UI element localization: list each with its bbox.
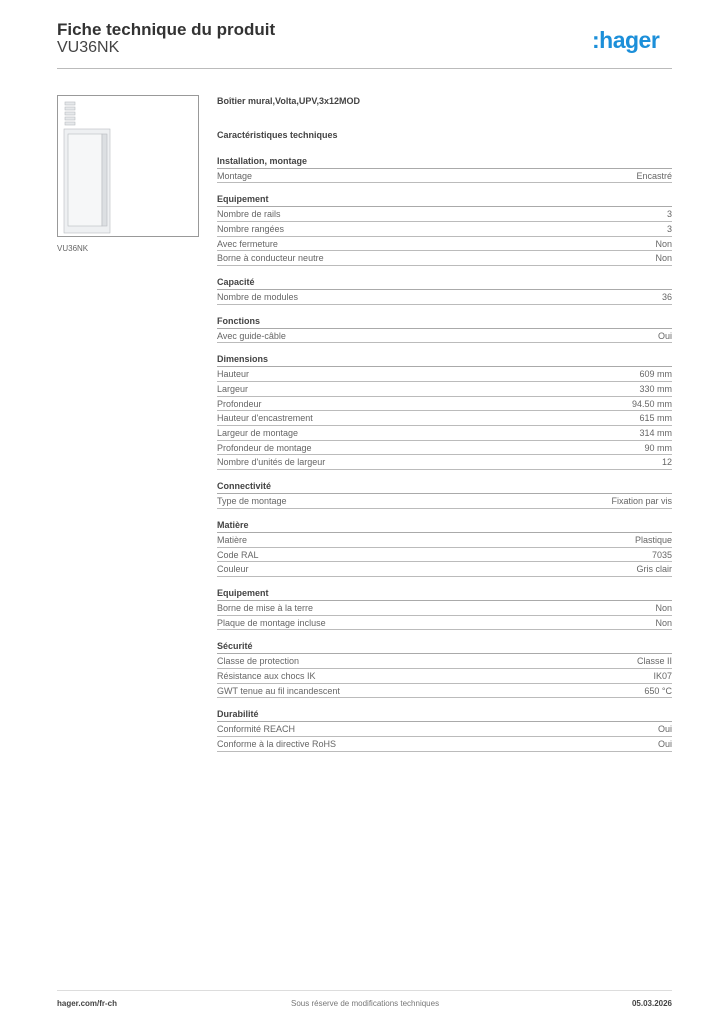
spec-row (217, 684, 672, 699)
spec-row (217, 382, 672, 397)
section-title: Equipement (217, 586, 672, 601)
header-divider (57, 68, 672, 69)
spec-value: 94.50 mm (631, 398, 672, 409)
footer-website[interactable]: hager.com/fr-ch (57, 999, 118, 1008)
spec-value: 90 mm (644, 442, 672, 453)
spec-value: Fixation par vis (611, 496, 672, 507)
spec-section (217, 192, 672, 266)
spec-value: 7035 (651, 549, 672, 560)
section-title: Sécurité (217, 639, 672, 654)
section-title: Capacité (217, 275, 672, 290)
spec-label: Borne à conducteur neutre (217, 253, 324, 264)
spec-label: Montage (217, 170, 253, 181)
spec-label: Largeur de montage (217, 428, 299, 439)
section-title: Equipement (217, 192, 672, 207)
spec-value: Gris clair (636, 564, 672, 575)
spec-label: Matière (217, 534, 248, 545)
spec-label: Code RAL (217, 549, 259, 560)
spec-section (217, 352, 672, 470)
spec-label: Classe de protection (217, 656, 300, 667)
spec-label: Avec guide-câble (217, 330, 286, 341)
image-caption: VU36NK (57, 244, 89, 253)
spec-row (217, 616, 672, 631)
spec-value: 3 (666, 209, 672, 220)
spec-label: Borne de mise à la terre (217, 602, 314, 613)
spec-row (217, 494, 672, 509)
spec-value: 36 (661, 291, 672, 302)
spec-row (217, 169, 672, 184)
spec-row (217, 548, 672, 563)
spec-section (217, 586, 672, 630)
spec-row (217, 654, 672, 669)
spec-value: 609 mm (639, 369, 672, 380)
spec-row (217, 367, 672, 382)
spec-value: Non (655, 253, 672, 264)
spec-label: GWT tenue au fil incandescent (217, 685, 340, 696)
spec-row (217, 669, 672, 684)
spec-value: 330 mm (639, 384, 672, 394)
spec-section (217, 275, 672, 305)
product-name: Boîtier mural,Volta,UPV,3x12MOD (217, 96, 361, 106)
spec-row (217, 562, 672, 577)
spec-row (217, 533, 672, 548)
spec-label: Type de montage (217, 496, 287, 507)
spec-section (217, 479, 672, 509)
spec-section (217, 314, 672, 344)
section-title: Connectivité (217, 479, 672, 494)
spec-row (217, 237, 672, 252)
spec-value: Encastré (636, 170, 672, 181)
footer-disclaimer: Sous réserve de modifications techniques (291, 999, 440, 1008)
spec-row (217, 426, 672, 441)
spec-value: Oui (657, 724, 672, 735)
footer-date: 05.03.2026 (631, 999, 672, 1008)
section-title: Fonctions (217, 314, 672, 329)
spec-value: Non (655, 238, 672, 249)
spec-label: Nombre de modules (217, 291, 299, 302)
spec-label: Nombre rangées (217, 223, 285, 234)
spec-section (217, 518, 672, 577)
spec-label: Hauteur (217, 369, 250, 380)
spec-row (217, 455, 672, 470)
section-title: Installation, montage (217, 154, 672, 169)
spec-row (217, 601, 672, 616)
spec-row (217, 207, 672, 222)
spec-row (217, 722, 672, 737)
spec-label: Conformité REACH (217, 724, 296, 735)
spec-label: Profondeur (217, 398, 262, 409)
spec-row (217, 222, 672, 237)
spec-label: Nombre de rails (217, 209, 281, 220)
spec-value: 650 °C (644, 685, 672, 696)
spec-title: Caractéristiques techniques (217, 130, 338, 140)
section-title: Dimensions (217, 352, 672, 367)
spec-value: 314 mm (639, 428, 672, 439)
hager-logo: :hager (592, 27, 660, 53)
spec-label: Largeur (217, 384, 249, 394)
spec-label: Hauteur d'encastrement (217, 413, 313, 424)
spec-section (217, 707, 672, 751)
spec-row (217, 397, 672, 412)
spec-value: Oui (657, 330, 672, 341)
spec-label: Nombre d'unités de largeur (217, 457, 326, 468)
spec-row (217, 290, 672, 305)
section-title: Matière (217, 518, 672, 533)
spec-value: IK07 (653, 670, 672, 681)
spec-label: Profondeur de montage (217, 442, 312, 453)
footer-divider (57, 990, 672, 991)
spec-value: 615 mm (639, 413, 672, 424)
spec-value: Oui (657, 739, 672, 749)
product-reference: VU36NK (57, 39, 120, 56)
spec-section (217, 639, 672, 698)
spec-value: 12 (661, 457, 672, 468)
product-image (57, 95, 199, 237)
spec-label: Résistance aux chocs IK (217, 670, 316, 681)
spec-row (217, 737, 672, 752)
spec-value: Non (655, 617, 672, 628)
spec-row (217, 411, 672, 426)
spec-value: Non (655, 602, 672, 613)
spec-label: Avec fermeture (217, 238, 278, 249)
spec-label: Conforme à la directive RoHS (217, 739, 337, 749)
spec-value: Classe II (636, 656, 672, 667)
spec-row (217, 329, 672, 344)
spec-label: Couleur (217, 564, 249, 575)
spec-label: Plaque de montage incluse (217, 617, 326, 628)
section-title: Durabilité (217, 707, 672, 722)
spec-row (217, 251, 672, 266)
enclosure-illustration-icon (58, 96, 198, 236)
spec-section (217, 154, 672, 184)
spec-value: Plastique (634, 534, 672, 545)
spec-table (217, 145, 672, 752)
spec-row (217, 441, 672, 456)
page-title: Fiche technique du produit (57, 20, 276, 39)
spec-value: 3 (666, 223, 672, 234)
